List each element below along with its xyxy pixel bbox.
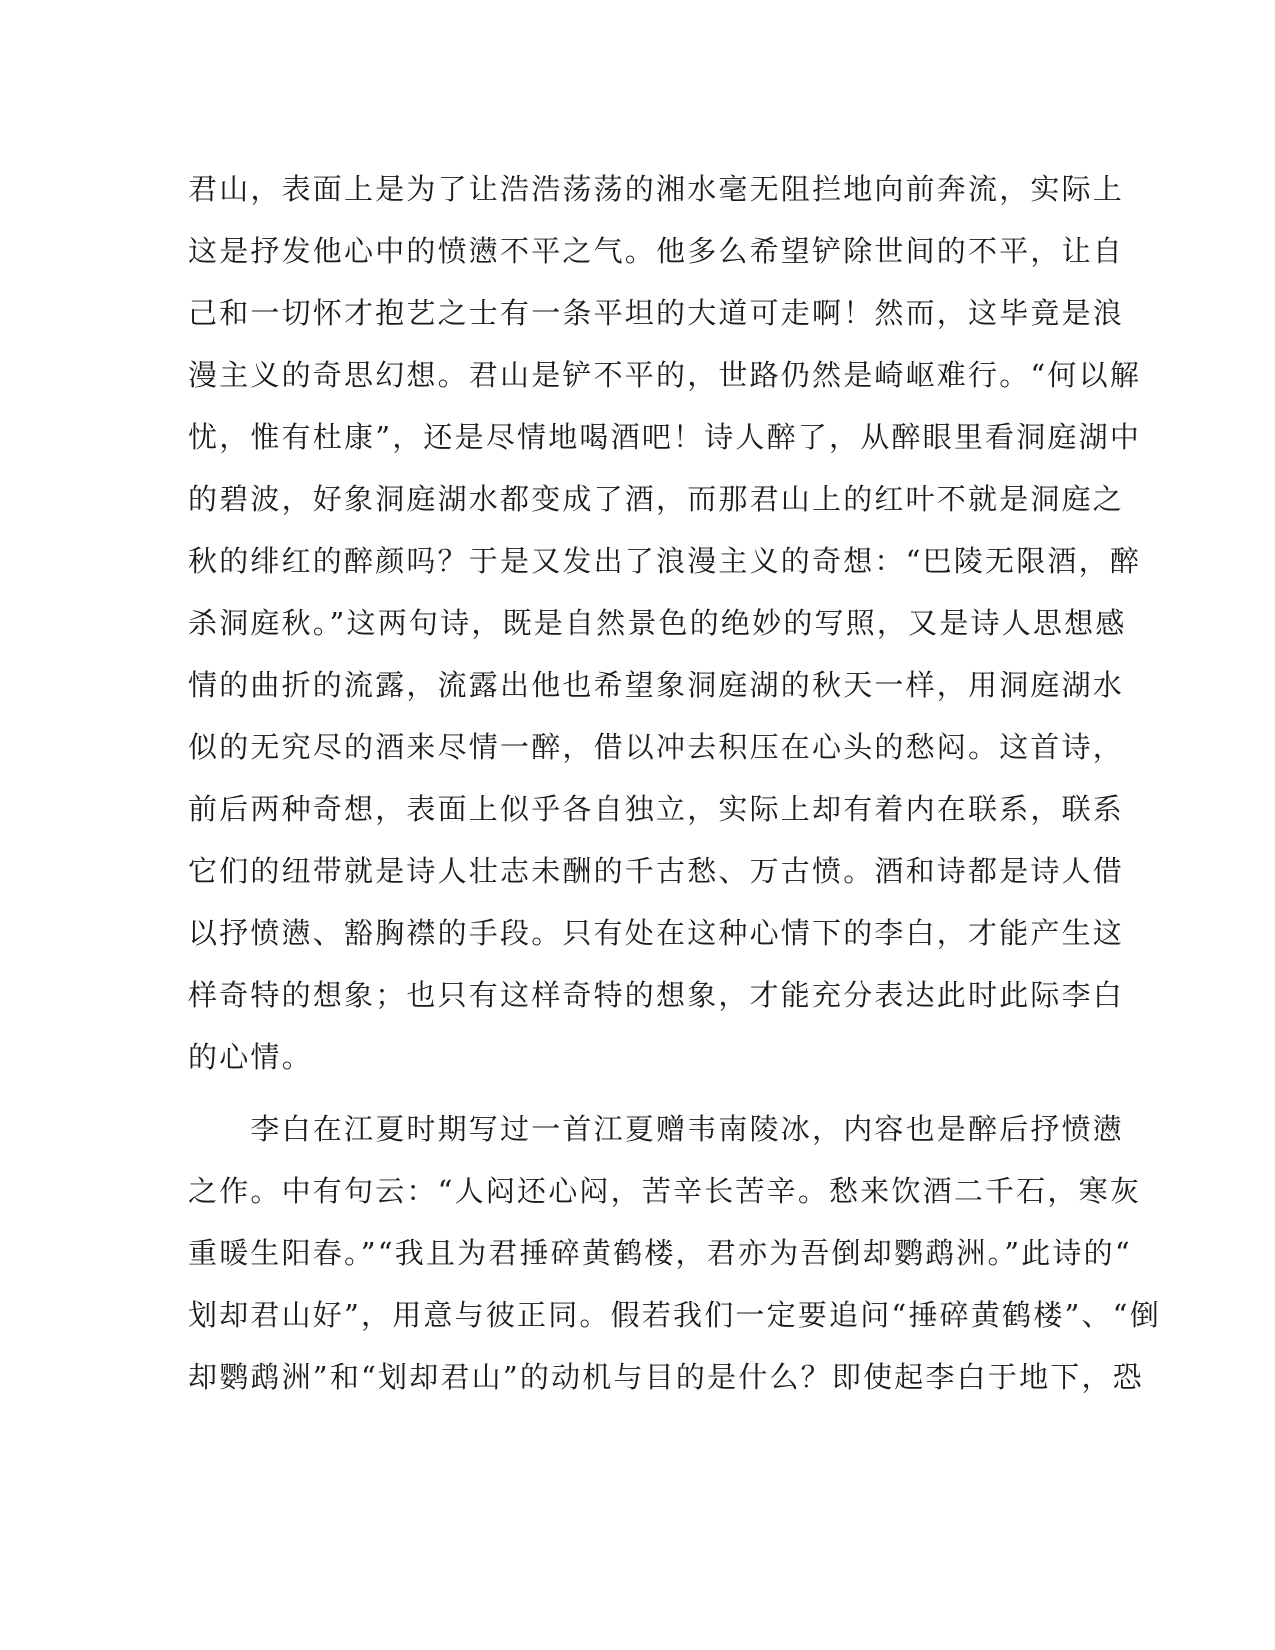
text-line: 的心情。 [188,1040,313,1074]
text-line: 以抒愤懑、豁胸襟的手段。只有处在这种心情下的李白，才能产生这 [188,916,1125,950]
text-line: 漫主义的奇思幻想。君山是铲不平的，世路仍然是崎岖难行。“何以解 [188,358,1142,392]
text-line: 划却君山好”，用意与彼正同。假若我们一定要追问“捶碎黄鹤楼”、“倒 [188,1298,1161,1332]
text-line: 李白在江夏时期写过一首江夏赠韦南陵冰，内容也是醉后抒愤懑 [188,1112,1125,1146]
text-line: 杀洞庭秋。”这两句诗，既是自然景色的绝妙的写照，又是诗人思想感 [188,606,1127,640]
text-line: 重暖生阳春。”“我且为君捶碎黄鹤楼，君亦为吾倒却鹦鹉洲。”此诗的“ [188,1236,1132,1270]
text-line: 这是抒发他心中的愤懑不平之气。他多么希望铲除世间的不平，让自 [188,234,1125,268]
text-line: 前后两种奇想，表面上似乎各自独立，实际上却有着内在联系，联系 [188,792,1125,826]
body-text [188,158,1161,1408]
paragraph-2 [188,1098,1161,1408]
text-line: 它们的纽带就是诗人壮志未酬的千古愁、万古愤。酒和诗都是诗人借 [188,854,1125,888]
text-line: 的碧波，好象洞庭湖水都变成了酒，而那君山上的红叶不就是洞庭之 [188,482,1125,516]
text-line: 己和一切怀才抱艺之士有一条平坦的大道可走啊！然而，这毕竟是浪 [188,296,1125,330]
text-line: 秋的绯红的醉颜吗？于是又发出了浪漫主义的奇想：“巴陵无限酒，醉 [188,544,1142,578]
text-line: 样奇特的想象；也只有这样奇特的想象，才能充分表达此时此际李白 [188,978,1125,1012]
text-line: 君山，表面上是为了让浩浩荡荡的湘水毫无阻拦地向前奔流，实际上 [188,172,1125,206]
text-line: 忧，惟有杜康”，还是尽情地喝酒吧！诗人醉了，从醉眼里看洞庭湖中 [188,420,1142,454]
text-line: 似的无究尽的酒来尽情一醉，借以冲去积压在心头的愁闷。这首诗， [188,730,1125,764]
text-line: 情的曲折的流露，流露出他也希望象洞庭湖的秋天一样，用洞庭湖水 [188,668,1125,702]
text-line: 之作。中有句云：“人闷还心闷，苦辛长苦辛。愁来饮酒二千石，寒灰 [188,1174,1142,1208]
text-line: 却鹦鹉洲”和“划却君山”的动机与目的是什么？即使起李白于地下，恐 [188,1360,1144,1394]
paragraph-1 [188,158,1142,1088]
